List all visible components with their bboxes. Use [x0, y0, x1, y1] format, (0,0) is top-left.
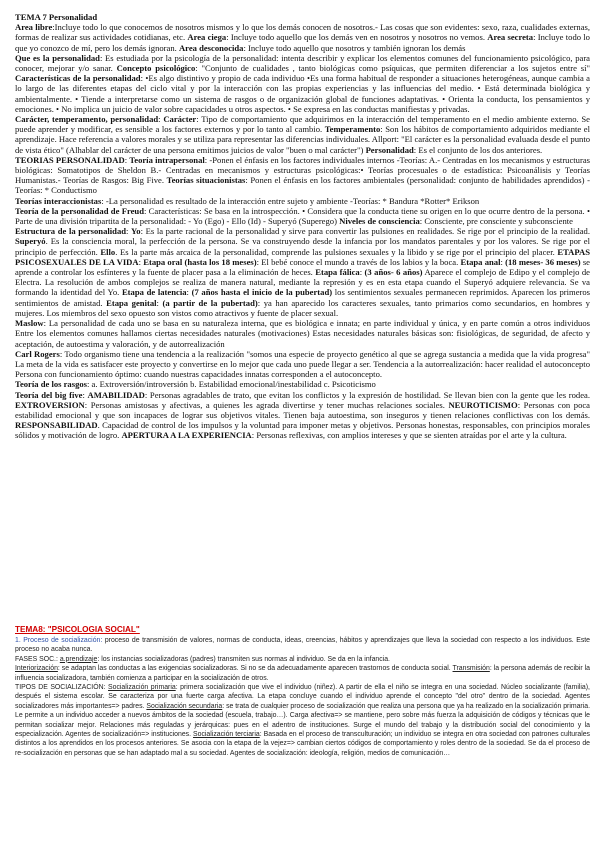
paragraph-text: : -La personalidad es resultado de la interacción entre sujeto y ambiente -Teorías: * Bandura *Rotter* Erikson	[101, 195, 480, 206]
bold-term: Personalidad	[365, 144, 414, 155]
section1-paragraph	[15, 349, 590, 380]
bold-term: NEUROTICISMO	[448, 399, 518, 410]
section2-paragraph	[15, 636, 590, 655]
section1-paragraph	[15, 379, 590, 389]
bold-term: Concepto psicológico	[116, 63, 196, 74]
paragraph-text: : la persona además de recibir la influencia socializadora, también comienza a participar en la socialización de otros.	[15, 665, 590, 682]
paragraph-text: : Incluye todo lo que yo conozco de mí, pero los demás ignoran.	[15, 32, 590, 53]
bold-term: Teoría del big five	[15, 389, 83, 400]
bold-term: (3 años- 6 años)	[364, 267, 423, 278]
bold-term: Superyó	[15, 236, 46, 247]
bold-term: Maslow	[15, 318, 44, 329]
paragraph-text: :	[359, 267, 365, 278]
paragraph-text: :	[82, 389, 88, 400]
bold-term: Carl Rogers	[15, 348, 60, 359]
paragraph-text: 1. Proceso de socialización:	[15, 637, 105, 644]
section1-paragraph	[15, 114, 590, 155]
paragraph-text: : se trata de cualquier proceso de socialización que realiza una persona que ya ha realizado en la socialización primaria. Le permite a un individuo acceder a nuevos ámbitos de la sociedad (escuela, trabajo…). Carga afectiva=> se mantiene, pero sobre más fuerza la adquisición de códigos y técnicas que le permitan socializar mejor. Relaciones más reguladas y jerárquicas: pues en el adentro de instituciones. Surge el mundo del trabajo y la distribución social del conocimiento y la especialización. Agentes de socialización=> instituciones.	[15, 702, 591, 739]
paragraph-text: : Son los hábitos de comportamiento adquiridos mediante el aprendizaje. Hace referencia a valores morales y se utiliza para representar las diferencias individuales. Allport: "El carácter es la personalidad evaluada desde el punto de vista ético" (Alhablar del carácter de una persona emitimos juicios de valor "buen o mal carácter")	[15, 124, 590, 155]
paragraph-text: : se adaptan las conductas a las exigencias socializadoras. Si no se da adecuadamente aparecen trastornos de conducta social.	[57, 665, 453, 673]
paragraph-text: Aparece el complejo de Edipo y el complejo de Electra. La resolución de ambos complejos se realiza de manera natural, mediante la represión y es en esta etapa cuando el Superyó adquiere relevancia. Se va formando la identidad del Yo.	[15, 267, 590, 298]
tema8-body	[15, 636, 590, 758]
underlined-term: Socialización primaria	[108, 684, 176, 692]
bold-term: Características de la personalidad	[15, 73, 141, 84]
section-heading: TEMA 7 Personalidad	[15, 12, 98, 22]
tema7-heading	[15, 12, 590, 22]
bold-term: Que es la personalidad	[15, 52, 100, 63]
paragraph-text: : Ponen el énfasis en los factores ambientales (personalidad: conjunto de habilidades aprendidos) -Teorías: * Conductismo	[15, 175, 590, 196]
bold-term: AMABILIDAD	[87, 389, 145, 400]
bold-term: Teorías situacionistas	[166, 175, 246, 186]
paragraph-text: . Es la parte más arcaica de la personalidad, comprende las pulsiones sexuales y la libido y se rige por el principio del placer.	[115, 246, 558, 257]
tema8-section	[15, 624, 590, 758]
bold-term: Teoría de la personalidad de Freud	[15, 205, 144, 216]
section1-paragraph	[15, 196, 590, 206]
section1-paragraph	[15, 22, 590, 53]
bold-term: Etapa oral (hasta los 18 meses)	[143, 256, 257, 267]
bold-term: Etapa genital	[106, 297, 157, 308]
section1-paragraph	[15, 390, 590, 441]
section1-paragraph	[15, 226, 590, 318]
paragraph-text: : Es el conjunto de los dos anteriores.	[413, 144, 543, 155]
paragraph-text: : a. Extroversión/introversión b. Estabilidad emocional/inestabilidad c. Psicoticismo	[87, 379, 376, 390]
bold-term: Etapa fálica	[315, 267, 360, 278]
tema7-body	[15, 22, 590, 440]
tema8-title: TEMA8: "PSICOLOGIA SOCIAL"	[15, 625, 140, 634]
paragraph-text: se aprende a controlar los esfínteres y la fuente de placer pasa a la eliminación de heces.	[15, 256, 590, 278]
underlined-term: a.prendizaje	[59, 655, 98, 663]
section2-paragraph	[15, 655, 590, 664]
paragraph-text: los sentimientos sexuales permanecen reprimidos. Aparecen los primeros sentimientos de amistad.	[15, 287, 591, 308]
bold-term: (a partir de la pubertad)	[162, 297, 258, 308]
bold-term: Area desconocida	[178, 42, 244, 53]
paragraph-text: : Incluye todo aquello que los demás ven en nosotros y nosotros no vemos.	[226, 32, 488, 43]
paragraph-text: . Capacidad de control de los impulsos y la voluntad para imponer metas y objetivos. Personas honestas, responsables, con principios morales sólidos y motivación de logro.	[15, 420, 590, 441]
underlined-term: Interiorización	[15, 665, 58, 673]
bold-term: Carácter	[163, 114, 197, 125]
bold-term: Niveles de consciencia	[339, 216, 420, 227]
paragraph-text: : Es estudiada por la psicología de la personalidad: intenta describir y explicar los elementos comunes del funcionamiento psicológico, para conocer, mejorar y/o sanar.	[15, 52, 590, 74]
bold-term: Temperamento	[324, 124, 381, 135]
paragraph-text: : Personas agradables de trato, que evitan los conflictos y la expresión de hostilidad. Se llevan bien con la gente que les rodea.	[144, 389, 590, 400]
paragraph-text: : Es la parte racional de la personalidad y sirve para convertir las pulsiones en realidades. Se rige por el principio de la realidad.	[140, 226, 590, 237]
paragraph-text: : Basada en el proceso de transculturación; un individuo se integra en otra sociedad con patrones culturales distintos a los aprendidos en los procesos anteriores. Se asocia con la etapa de la vejez=> cambian ciertos códigos de comportamiento y roles dentro de la sociedad. Se da el proceso de re-socialización en personas que se han adaptado mal a su sociedad. Agentes de socialización: ideología, religión, medios de comunicación…	[15, 731, 591, 757]
paragraph-text: : Características: Se basa en la introspección. • Considera que la conducta tiene su origen en lo que ocurre dentro de la persona. • Parte de una división tripartita de la personalidad: - Yo (Ego) - Ello (Id) - Superyó (Superego)	[15, 205, 590, 227]
section1-paragraph	[15, 53, 590, 114]
bold-term: Carácter, temperamento, personalidad	[15, 114, 159, 125]
paragraph-text: : ya han aparecido los caracteres sexuales, tanto primarios como secundarios, en hombres y mujeres. Los miembros del sexo opuesto son vistos como atractivos y fuente de placer sexual.	[15, 297, 590, 318]
bold-term: ETAPAS PSICOSEXUALES DE LA VIDA	[15, 246, 590, 267]
paragraph-text: :	[138, 256, 144, 267]
paragraph-text: : •Es algo distintivo y propio de cada individuo •Es una forma habitual de responder a situaciones heterogéneas, aunque cambia a lo largo de las diferentes etapas del ciclo vital y por la interacción con las propias experiencias y las influencias del medio. • Está determinada biológica y ambientalmente. • Tiende a interpretarse como un sistema de rasgos o de organización global de funciones adaptativas. • Orienta la conducta, los pensamientos y emociones. • No implica un juicio de valor sobre capacidades u otros aspectos. • Se expresa en las conductas manifiestas y privadas.	[15, 73, 590, 114]
paragraph-text: : primera socialización que vive el individuo (niñez). A partir de ella el niño se integra en una sociedad. Núcleo socializante (familia), después el sistema escolar. Se caracteriza por una fuerte carga afectiva. La etapa concluye cuando el individuo aprende el concepto "del otro" dentro de la sociedad. Agentes socializadores más importantes=> padres.	[15, 684, 590, 710]
section1-paragraph	[15, 206, 590, 226]
paragraph-text: : Consciente, pre consciente y subconsciente	[419, 216, 573, 227]
bold-term: EXTROVERSION	[15, 399, 85, 410]
tema8-title-line	[15, 624, 590, 636]
paragraph-text: :Incluye todo lo que conocemos de nosotros mismos y lo que los demás conocen de nosotros.- Las cosas que son evidentes: sexo, raza, cualidades externas, formas de realizar sus actividades cotidianas, etc.	[15, 22, 591, 43]
bold-term: Yo	[131, 226, 141, 237]
tema7-section	[15, 12, 590, 441]
bold-term: Estructura de la personalidad	[15, 226, 127, 237]
bold-term: (18 meses- 36 meses)	[505, 256, 581, 267]
paragraph-text: : Personas reflexivas, con amplios intereses y que se sienten atraídas por el arte y la cultura.	[251, 430, 567, 441]
paragraph-text: :	[158, 114, 164, 125]
paragraph-text: : El bebé conoce el mundo a través de los labios y la boca.	[256, 256, 461, 267]
paragraph-text: : La personalidad de cada uno se basa en su naturaleza interna, que es biológica e innata; en parte individual y única, y en parte común a otros individuos Entre los elementos comunes hallamos ciertas necesidades naturales (motivaciones) Estas necesidades naturales básicas son: fisiológicas, de seguridad, de afecto y aceptación, de autoestima y valoración, y de autorrealización	[15, 318, 590, 349]
bold-term: Etapa anal	[460, 256, 501, 267]
section2-paragraph	[15, 683, 590, 758]
paragraph-text: : Tipo de comportamiento que adquirimos en la interacción del temperamento en el medio ambiente externo. Se puede aprender y modificar, es sensible a los factores externos y por lo tanto al cambio.	[15, 114, 590, 135]
paragraph-text: :	[124, 154, 130, 165]
bold-term: Teorías interaccionistas	[15, 195, 102, 206]
paragraph-text: :	[156, 297, 163, 308]
bold-term: TEORIAS PERSONALIDAD	[15, 154, 125, 165]
paragraph-text: : Personas amistosas y afectivas, a quienes les agrada divertirse y tener muchas relaciones sociales.	[84, 399, 449, 410]
paragraph-text: : Personas con poca estabilidad emocional y que son incapaces de lograr sus objetivos vitales. Tienen baja autoestima, son inseguros y tienen relaciones conflictivas con los demás.	[15, 399, 590, 420]
paragraph-text: :	[186, 287, 192, 298]
underlined-term: Transmisión	[452, 665, 490, 673]
bold-term: Area ciega	[187, 32, 227, 43]
paragraph-text: . Es la consciencia moral, la perfección de la persona. Se va construyendo desde la infancia por los mandatos parentales y por los valores. Se rige por el principio de perfección.	[15, 236, 590, 257]
bold-term: Ello	[100, 246, 116, 257]
section1-paragraph	[15, 155, 590, 196]
bold-term: Etapa de latencia	[121, 287, 187, 298]
section2-paragraph	[15, 664, 590, 683]
bold-term: Area libre	[15, 22, 53, 33]
paragraph-text: :	[500, 256, 506, 267]
underlined-term: Socialización terciaria	[193, 731, 260, 739]
bold-term: (7 años hasta el inicio de la pubertad)	[191, 287, 333, 298]
underlined-term: Socialización secundaria	[146, 702, 223, 710]
paragraph-text: : Todo organismo tiene una tendencia a la realización "somos una especie de proyecto genético al que se agrega sustancia a medida que la vida progresa" La meta de la vida es satisfacer este proyecto y convertirse en lo mejor que cada uno puede llegar a ser. Tendencia a la autorrealización: hacer realidad el autoconcepto Persona con funcionamiento óptimo: cuando nuestras capacidades innatas corresponden a el autoconcepto.	[15, 348, 590, 380]
paragraph-text: proceso de transmisión de valores, normas de conducta, ideas, creencias, hábitos y aprendizajes que lleva la sociedad con respecto a los individuos. Este proceso no acaba nunca.	[15, 637, 591, 654]
bold-term: APERTURA A LA EXPERIENCIA	[121, 430, 252, 441]
paragraph-text: : Incluye todo aquello que nosotros y también ignoran los demás	[243, 42, 466, 53]
paragraph-text: FASES SOC.:	[15, 655, 60, 663]
bold-term: Teoría intrapersonal	[129, 154, 205, 165]
bold-term: RESPONSABILIDAD	[15, 420, 98, 431]
paragraph-text: : los instancias socializadoras (padres) transmiten sus normas al individuo. Se da en la infancia.	[97, 655, 390, 663]
paragraph-text: : -Ponen el énfasis en los factores individuales internos -Teorías: A.- Centradas en los mecanismos y estructuras biológicas: Somatotipos de Sheldon B.- Centradas en mecanismos y estructuras psicológicas:• Teorías procesuales o de estadística: Psicoanálisis y Teorías Humanistas.- Teorías de Rasgos: Big Five.	[15, 154, 591, 186]
paragraph-text: : "Conjunto de cualidades , tanto biológicas como psíquicas, que permiten diferenciar a los sujetos entre sí"	[195, 63, 590, 74]
bold-term: Area secreta	[487, 32, 534, 43]
bold-term: Teoría de los rasgos	[15, 379, 88, 390]
section1-paragraph	[15, 318, 590, 349]
paragraph-text: TIPOS DE SOCIALIZACIÓN:	[15, 684, 109, 692]
paragraph-text: :	[126, 226, 132, 237]
